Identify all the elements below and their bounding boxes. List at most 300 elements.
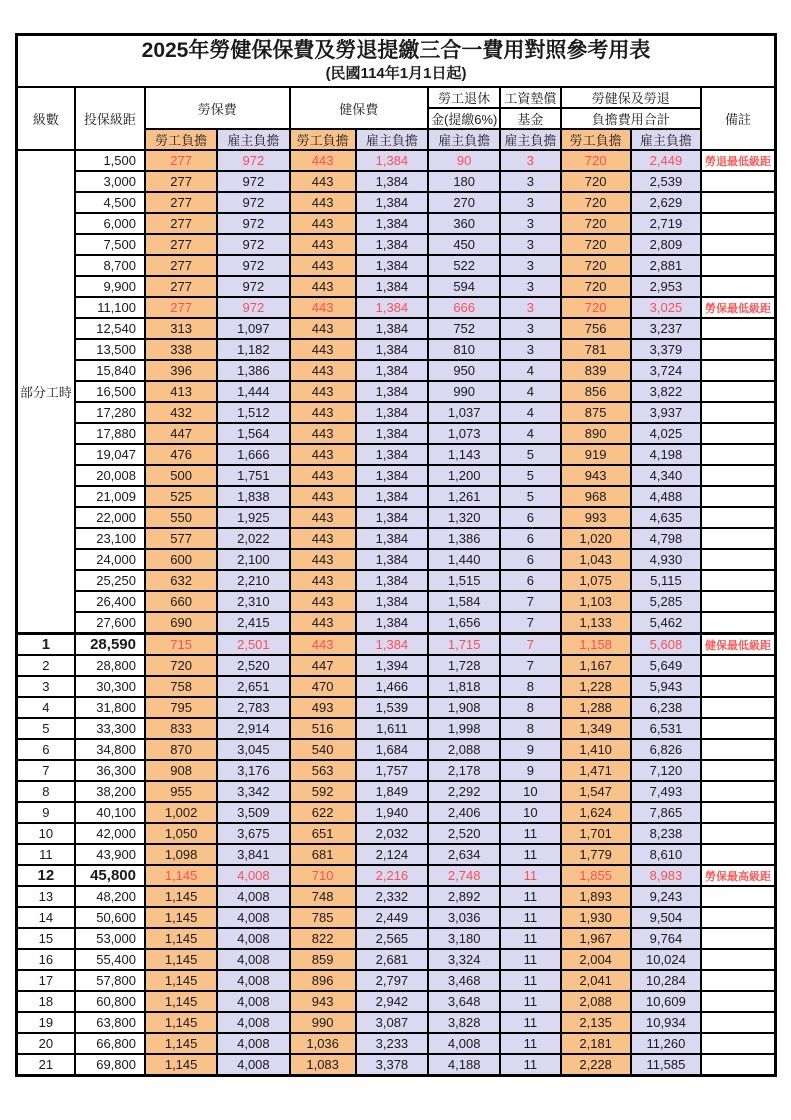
bracket-cell: 16,500	[75, 381, 145, 402]
total-employer-cell: 5,608	[631, 634, 701, 656]
pension-employer-cell: 1,261	[428, 486, 500, 507]
table-row	[17, 171, 776, 192]
note-cell	[701, 213, 775, 234]
wage-fund-employer-cell: 11	[500, 928, 560, 949]
bracket-cell: 60,800	[75, 991, 145, 1012]
header-health-employee: 勞工負擔	[290, 129, 356, 150]
table-row	[17, 402, 776, 423]
labor-employer-cell: 1,182	[217, 339, 289, 360]
total-employee-cell: 720	[561, 297, 631, 318]
labor-employee-cell: 795	[145, 697, 217, 718]
labor-employer-cell: 2,310	[217, 591, 289, 612]
total-employee-cell: 720	[561, 150, 631, 171]
health-employee-cell: 1,036	[290, 1033, 356, 1054]
bracket-cell: 26,400	[75, 591, 145, 612]
health-employer-cell: 1,384	[356, 192, 428, 213]
table-row	[17, 528, 776, 549]
total-employer-cell: 2,953	[631, 276, 701, 297]
note-cell	[701, 549, 775, 570]
note-cell	[701, 444, 775, 465]
health-employer-cell: 1,384	[356, 528, 428, 549]
wage-fund-employer-cell: 7	[500, 591, 560, 612]
health-employee-cell: 622	[290, 802, 356, 823]
note-cell	[701, 612, 775, 634]
labor-employer-cell: 4,008	[217, 865, 289, 886]
health-employer-cell: 2,216	[356, 865, 428, 886]
health-employer-cell: 2,332	[356, 886, 428, 907]
health-employee-cell: 447	[290, 655, 356, 676]
note-cell: 健保最低級距	[701, 634, 775, 656]
pension-employer-cell: 90	[428, 150, 500, 171]
health-employer-cell: 2,681	[356, 949, 428, 970]
bracket-cell: 20,008	[75, 465, 145, 486]
labor-employee-cell: 277	[145, 297, 217, 318]
table-row	[17, 991, 776, 1012]
total-employer-cell: 5,943	[631, 676, 701, 697]
wage-fund-employer-cell: 3	[500, 213, 560, 234]
total-employer-cell: 4,488	[631, 486, 701, 507]
table-row	[17, 718, 776, 739]
health-employer-cell: 2,565	[356, 928, 428, 949]
pension-employer-cell: 594	[428, 276, 500, 297]
labor-employee-cell: 500	[145, 465, 217, 486]
wage-fund-employer-cell: 7	[500, 634, 560, 656]
labor-employer-cell: 972	[217, 255, 289, 276]
labor-employer-cell: 2,914	[217, 718, 289, 739]
total-employer-cell: 10,284	[631, 970, 701, 991]
labor-employee-cell: 1,145	[145, 886, 217, 907]
wage-fund-employer-cell: 9	[500, 739, 560, 760]
note-cell	[701, 192, 775, 213]
bracket-cell: 6,000	[75, 213, 145, 234]
labor-employer-cell: 1,666	[217, 444, 289, 465]
total-employee-cell: 720	[561, 276, 631, 297]
table-row	[17, 970, 776, 991]
note-cell	[701, 844, 775, 865]
bracket-cell: 9,900	[75, 276, 145, 297]
part-time-label: 部分工時	[17, 150, 75, 634]
note-cell	[701, 276, 775, 297]
health-employer-cell: 1,684	[356, 739, 428, 760]
health-employee-cell: 990	[290, 1012, 356, 1033]
table-row	[17, 676, 776, 697]
wage-fund-employer-cell: 11	[500, 991, 560, 1012]
bracket-cell: 24,000	[75, 549, 145, 570]
wage-fund-employer-cell: 6	[500, 549, 560, 570]
bracket-cell: 4,500	[75, 192, 145, 213]
bracket-cell: 55,400	[75, 949, 145, 970]
total-employee-cell: 2,181	[561, 1033, 631, 1054]
pension-employer-cell: 1,584	[428, 591, 500, 612]
note-cell	[701, 676, 775, 697]
total-employee-cell: 919	[561, 444, 631, 465]
health-employer-cell: 2,797	[356, 970, 428, 991]
bracket-cell: 7,500	[75, 234, 145, 255]
total-employee-cell: 1,701	[561, 823, 631, 844]
level-cell: 5	[17, 718, 75, 739]
health-employee-cell: 516	[290, 718, 356, 739]
premium-reference-table	[15, 33, 777, 1077]
total-employer-cell: 4,798	[631, 528, 701, 549]
total-employee-cell: 1,158	[561, 634, 631, 656]
health-employee-cell: 443	[290, 465, 356, 486]
table-row	[17, 1033, 776, 1054]
table-row	[17, 255, 776, 276]
pension-employer-cell: 1,728	[428, 655, 500, 676]
pension-employer-cell: 1,037	[428, 402, 500, 423]
health-employee-cell: 651	[290, 823, 356, 844]
bracket-cell: 25,250	[75, 570, 145, 591]
labor-employer-cell: 2,520	[217, 655, 289, 676]
pension-employer-cell: 1,143	[428, 444, 500, 465]
table-row	[17, 339, 776, 360]
pension-employer-cell: 270	[428, 192, 500, 213]
bracket-cell: 13,500	[75, 339, 145, 360]
table-row	[17, 655, 776, 676]
pension-employer-cell: 1,440	[428, 549, 500, 570]
health-employee-cell: 443	[290, 150, 356, 171]
labor-employee-cell: 690	[145, 612, 217, 634]
wage-fund-employer-cell: 3	[500, 255, 560, 276]
pension-employer-cell: 810	[428, 339, 500, 360]
total-employer-cell: 3,937	[631, 402, 701, 423]
health-employee-cell: 443	[290, 528, 356, 549]
total-employee-cell: 781	[561, 339, 631, 360]
total-employer-cell: 2,629	[631, 192, 701, 213]
labor-employee-cell: 277	[145, 234, 217, 255]
total-employer-cell: 2,881	[631, 255, 701, 276]
pension-employer-cell: 1,386	[428, 528, 500, 549]
pension-employer-cell: 990	[428, 381, 500, 402]
total-employee-cell: 2,228	[561, 1054, 631, 1076]
wage-fund-employer-cell: 4	[500, 381, 560, 402]
total-employer-cell: 7,120	[631, 760, 701, 781]
health-employee-cell: 748	[290, 886, 356, 907]
health-employer-cell: 1,384	[356, 549, 428, 570]
table-row	[17, 549, 776, 570]
total-employer-cell: 5,649	[631, 655, 701, 676]
total-employee-cell: 720	[561, 255, 631, 276]
pension-employer-cell: 2,292	[428, 781, 500, 802]
labor-employee-cell: 1,002	[145, 802, 217, 823]
header-total-line2: 負擔費用合計	[561, 108, 702, 129]
note-cell	[701, 507, 775, 528]
labor-employee-cell: 525	[145, 486, 217, 507]
labor-employee-cell: 1,050	[145, 823, 217, 844]
wage-fund-employer-cell: 8	[500, 676, 560, 697]
health-employer-cell: 1,384	[356, 171, 428, 192]
bracket-cell: 50,600	[75, 907, 145, 928]
health-employee-cell: 443	[290, 255, 356, 276]
health-employer-cell: 1,384	[356, 507, 428, 528]
note-cell	[701, 360, 775, 381]
total-employer-cell: 7,493	[631, 781, 701, 802]
total-employer-cell: 3,379	[631, 339, 701, 360]
wage-fund-employer-cell: 11	[500, 970, 560, 991]
health-employer-cell: 1,384	[356, 486, 428, 507]
wage-fund-employer-cell: 5	[500, 486, 560, 507]
table-row	[17, 1012, 776, 1033]
note-cell	[701, 802, 775, 823]
table-row	[17, 844, 776, 865]
health-employer-cell: 2,449	[356, 907, 428, 928]
bracket-cell: 69,800	[75, 1054, 145, 1076]
table-row	[17, 276, 776, 297]
table-row	[17, 444, 776, 465]
pension-employer-cell: 2,634	[428, 844, 500, 865]
level-cell: 4	[17, 697, 75, 718]
level-cell: 13	[17, 886, 75, 907]
wage-fund-employer-cell: 6	[500, 528, 560, 549]
total-employee-cell: 1,349	[561, 718, 631, 739]
wage-fund-employer-cell: 3	[500, 276, 560, 297]
health-employee-cell: 710	[290, 865, 356, 886]
labor-employer-cell: 4,008	[217, 991, 289, 1012]
labor-employer-cell: 1,386	[217, 360, 289, 381]
bracket-cell: 42,000	[75, 823, 145, 844]
header-labor-employee: 勞工負擔	[145, 129, 217, 150]
header-pension-employer: 雇主負擔	[428, 129, 500, 150]
table-row	[17, 486, 776, 507]
wage-fund-employer-cell: 6	[500, 570, 560, 591]
bracket-cell: 21,009	[75, 486, 145, 507]
total-employee-cell: 1,547	[561, 781, 631, 802]
table-row	[17, 507, 776, 528]
total-employee-cell: 1,624	[561, 802, 631, 823]
header-total-line1: 勞健保及勞退	[561, 87, 702, 108]
level-cell: 3	[17, 676, 75, 697]
level-cell: 6	[17, 739, 75, 760]
labor-employee-cell: 313	[145, 318, 217, 339]
table-row	[17, 823, 776, 844]
wage-fund-employer-cell: 7	[500, 655, 560, 676]
header-bracket: 投保級距	[75, 87, 145, 150]
labor-employee-cell: 1,145	[145, 970, 217, 991]
note-cell	[701, 255, 775, 276]
level-cell: 7	[17, 760, 75, 781]
health-employer-cell: 1,611	[356, 718, 428, 739]
table-row	[17, 697, 776, 718]
bracket-cell: 48,200	[75, 886, 145, 907]
labor-employee-cell: 476	[145, 444, 217, 465]
total-employer-cell: 10,934	[631, 1012, 701, 1033]
health-employer-cell: 1,539	[356, 697, 428, 718]
health-employer-cell: 1,384	[356, 297, 428, 318]
labor-employee-cell: 277	[145, 255, 217, 276]
health-employee-cell: 1,083	[290, 1054, 356, 1076]
wage-fund-employer-cell: 4	[500, 360, 560, 381]
health-employer-cell: 2,032	[356, 823, 428, 844]
health-employer-cell: 1,384	[356, 360, 428, 381]
wage-fund-employer-cell: 11	[500, 823, 560, 844]
total-employee-cell: 856	[561, 381, 631, 402]
page-title: 2025年勞健保保費及勞退提繳三合一費用對照參考用表	[141, 39, 651, 62]
health-employee-cell: 592	[290, 781, 356, 802]
labor-employee-cell: 870	[145, 739, 217, 760]
total-employer-cell: 8,238	[631, 823, 701, 844]
level-cell: 16	[17, 949, 75, 970]
total-employer-cell: 3,237	[631, 318, 701, 339]
health-employer-cell: 2,942	[356, 991, 428, 1012]
table-row	[17, 150, 776, 171]
labor-employer-cell: 1,097	[217, 318, 289, 339]
labor-employee-cell: 413	[145, 381, 217, 402]
total-employer-cell: 9,504	[631, 907, 701, 928]
health-employee-cell: 443	[290, 549, 356, 570]
wage-fund-employer-cell: 10	[500, 781, 560, 802]
note-cell	[701, 739, 775, 760]
level-cell: 10	[17, 823, 75, 844]
health-employer-cell: 1,384	[356, 402, 428, 423]
total-employee-cell: 1,967	[561, 928, 631, 949]
bracket-cell: 40,100	[75, 802, 145, 823]
bracket-cell: 63,800	[75, 1012, 145, 1033]
level-cell: 8	[17, 781, 75, 802]
labor-employee-cell: 277	[145, 150, 217, 171]
level-cell: 9	[17, 802, 75, 823]
labor-employee-cell: 1,145	[145, 949, 217, 970]
labor-employee-cell: 550	[145, 507, 217, 528]
note-cell	[701, 697, 775, 718]
health-employer-cell: 3,233	[356, 1033, 428, 1054]
pension-employer-cell: 1,656	[428, 612, 500, 634]
total-employee-cell: 1,893	[561, 886, 631, 907]
health-employer-cell: 1,466	[356, 676, 428, 697]
wage-fund-employer-cell: 4	[500, 402, 560, 423]
total-employee-cell: 1,930	[561, 907, 631, 928]
health-employer-cell: 1,384	[356, 612, 428, 634]
table-row	[17, 360, 776, 381]
labor-employer-cell: 1,925	[217, 507, 289, 528]
header-total-employer: 雇主負擔	[631, 129, 701, 150]
table-row	[17, 318, 776, 339]
wage-fund-employer-cell: 3	[500, 339, 560, 360]
total-employer-cell: 3,025	[631, 297, 701, 318]
header-pension-line1: 勞工退休	[428, 87, 500, 108]
health-employee-cell: 443	[290, 612, 356, 634]
level-cell: 19	[17, 1012, 75, 1033]
health-employee-cell: 540	[290, 739, 356, 760]
total-employer-cell: 4,635	[631, 507, 701, 528]
table-row	[17, 886, 776, 907]
health-employer-cell: 1,394	[356, 655, 428, 676]
total-employee-cell: 1,288	[561, 697, 631, 718]
note-cell: 勞退最低級距	[701, 150, 775, 171]
note-cell	[701, 234, 775, 255]
level-cell: 11	[17, 844, 75, 865]
bracket-cell: 11,100	[75, 297, 145, 318]
table-row	[17, 949, 776, 970]
total-employer-cell: 5,285	[631, 591, 701, 612]
health-employer-cell: 1,849	[356, 781, 428, 802]
pension-employer-cell: 950	[428, 360, 500, 381]
wage-fund-employer-cell: 5	[500, 444, 560, 465]
labor-employer-cell: 3,342	[217, 781, 289, 802]
health-employee-cell: 443	[290, 318, 356, 339]
pension-employer-cell: 1,200	[428, 465, 500, 486]
title-row	[17, 35, 776, 88]
pension-employer-cell: 1,908	[428, 697, 500, 718]
labor-employee-cell: 396	[145, 360, 217, 381]
labor-employee-cell: 955	[145, 781, 217, 802]
header-labor-employer: 雇主負擔	[217, 129, 289, 150]
total-employee-cell: 1,779	[561, 844, 631, 865]
header-total-employee: 勞工負擔	[561, 129, 631, 150]
health-employer-cell: 1,384	[356, 465, 428, 486]
total-employer-cell: 7,865	[631, 802, 701, 823]
wage-fund-employer-cell: 11	[500, 1012, 560, 1033]
health-employee-cell: 443	[290, 423, 356, 444]
labor-employer-cell: 2,651	[217, 676, 289, 697]
total-employer-cell: 4,930	[631, 549, 701, 570]
note-cell	[701, 528, 775, 549]
header-level: 級數	[17, 87, 75, 150]
labor-employer-cell: 3,841	[217, 844, 289, 865]
header-wage-fund-line2: 基金	[500, 108, 560, 129]
labor-employee-cell: 1,145	[145, 907, 217, 928]
labor-employer-cell: 972	[217, 150, 289, 171]
labor-employer-cell: 3,675	[217, 823, 289, 844]
table-row	[17, 612, 776, 634]
health-employee-cell: 443	[290, 360, 356, 381]
table-row	[17, 381, 776, 402]
health-employee-cell: 443	[290, 339, 356, 360]
health-employee-cell: 859	[290, 949, 356, 970]
note-cell	[701, 949, 775, 970]
labor-employer-cell: 1,444	[217, 381, 289, 402]
pension-employer-cell: 666	[428, 297, 500, 318]
total-employee-cell: 968	[561, 486, 631, 507]
total-employee-cell: 890	[561, 423, 631, 444]
labor-employee-cell: 908	[145, 760, 217, 781]
bracket-cell: 33,300	[75, 718, 145, 739]
labor-employer-cell: 4,008	[217, 928, 289, 949]
total-employer-cell: 5,115	[631, 570, 701, 591]
wage-fund-employer-cell: 10	[500, 802, 560, 823]
total-employer-cell: 6,826	[631, 739, 701, 760]
table-row	[17, 760, 776, 781]
pension-employer-cell: 1,998	[428, 718, 500, 739]
wage-fund-employer-cell: 3	[500, 234, 560, 255]
table-row	[17, 928, 776, 949]
pension-employer-cell: 2,892	[428, 886, 500, 907]
bracket-cell: 66,800	[75, 1033, 145, 1054]
bracket-cell: 19,047	[75, 444, 145, 465]
health-employer-cell: 1,384	[356, 423, 428, 444]
table-row	[17, 865, 776, 886]
pension-employer-cell: 2,406	[428, 802, 500, 823]
labor-employer-cell: 4,008	[217, 907, 289, 928]
wage-fund-employer-cell: 3	[500, 171, 560, 192]
health-employer-cell: 1,384	[356, 570, 428, 591]
wage-fund-employer-cell: 11	[500, 1033, 560, 1054]
header-group-row-1	[17, 87, 776, 108]
note-cell	[701, 1033, 775, 1054]
pension-employer-cell: 3,324	[428, 949, 500, 970]
health-employee-cell: 443	[290, 444, 356, 465]
level-cell: 17	[17, 970, 75, 991]
level-cell: 2	[17, 655, 75, 676]
labor-employer-cell: 1,512	[217, 402, 289, 423]
table-row	[17, 192, 776, 213]
health-employee-cell: 943	[290, 991, 356, 1012]
total-employee-cell: 756	[561, 318, 631, 339]
health-employer-cell: 1,384	[356, 444, 428, 465]
health-employer-cell: 1,384	[356, 255, 428, 276]
total-employer-cell: 2,449	[631, 150, 701, 171]
health-employee-cell: 443	[290, 634, 356, 656]
total-employee-cell: 720	[561, 213, 631, 234]
